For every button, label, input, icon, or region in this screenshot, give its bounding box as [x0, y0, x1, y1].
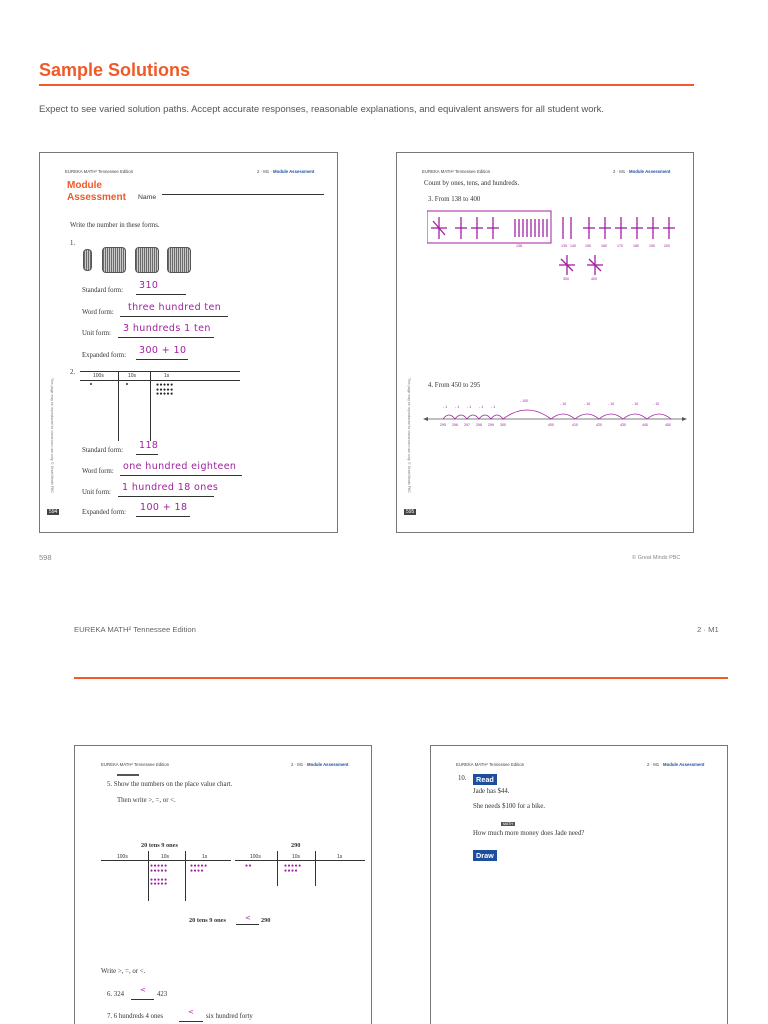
compare-answer-line	[236, 924, 259, 925]
hundred-bundle-icon	[102, 247, 126, 273]
q4-jump: - 1	[491, 405, 496, 409]
worksheet-page-594	[39, 152, 338, 533]
breadcrumb: 2 · M1 · Module Assessment	[291, 762, 349, 767]
q10-number: 10.	[458, 775, 467, 782]
instruction: Write the number in these forms.	[70, 222, 160, 229]
brand-label: EUREKA MATH² Tennessee Edition	[65, 169, 134, 174]
pv-header-hundreds: 100s	[93, 373, 104, 379]
title-rule	[39, 84, 694, 86]
q3-label-160: 160	[601, 244, 607, 248]
question: How much more money does Jade need?	[473, 830, 585, 837]
q2-word-line	[120, 475, 242, 476]
q4-jump: - 10	[560, 402, 567, 406]
q4-tick-296: 296	[452, 423, 458, 427]
q1-word-label: Word form:	[82, 309, 114, 316]
q4-tick-420: 420	[596, 423, 602, 427]
chart2-header-hundreds: 100s	[250, 854, 261, 860]
q4-tick-430: 430	[620, 423, 626, 427]
chart2-title: 290	[291, 842, 301, 849]
q4-jump: - 1	[455, 405, 460, 409]
pv-dot	[90, 383, 92, 385]
q3-label-300: 300	[563, 277, 569, 281]
chart1-divider	[148, 851, 149, 901]
q3-label-170: 170	[617, 244, 623, 248]
q4-jump: - 1	[467, 405, 472, 409]
breadcrumb: 2 · M1 · Module Assessment	[257, 169, 315, 174]
q4-jump: - 1	[443, 405, 448, 409]
instruction: Count by ones, tens, and hundreds.	[424, 180, 520, 187]
q1-unit-line	[118, 337, 214, 338]
chart2-divider	[277, 851, 278, 886]
q2-unit-answer: 1 hundred 18 ones	[122, 482, 219, 493]
q2-unit-line	[118, 496, 214, 497]
read-badge: Read	[473, 774, 497, 785]
brand-label: EUREKA MATH² Tennessee Edition	[101, 762, 170, 767]
chart2-divider	[315, 851, 316, 886]
hundred-bundle-icon	[135, 247, 159, 273]
name-field-line	[162, 194, 324, 195]
q4-label: 4. From 450 to 295	[428, 382, 481, 389]
page2-breadcrumb: 2 · M1	[697, 625, 719, 634]
q3-label-150: 150	[585, 244, 591, 248]
worksheet-page-c	[74, 745, 372, 1024]
q1-word-answer: three hundred ten	[128, 302, 222, 313]
problem-line-2: She needs $100 for a bike.	[473, 803, 546, 810]
chart1-header-rule	[101, 860, 231, 861]
q7-right: six hundred forty	[206, 1013, 253, 1020]
q7-left: 7. 6 hundreds 4 ones	[107, 1013, 164, 1020]
chart1-tens-dots: ●●●●● ●●●●● ●●●●● ●●●●●	[150, 863, 168, 888]
q6-answer: <	[140, 986, 146, 994]
q3-label-190: 190	[649, 244, 655, 248]
chart2-header-rule	[235, 860, 365, 861]
chart2-tens-dots: ●●●●● ●●●●	[284, 863, 302, 874]
q2-word-label: Word form:	[82, 468, 114, 475]
q1-standard-line	[136, 294, 186, 295]
q7-answer-line	[179, 1021, 203, 1022]
q1-expanded-line	[136, 359, 188, 360]
module-heading: Module Assessment	[67, 180, 126, 203]
chart2-header-ones: 1s	[337, 854, 343, 860]
pv-chart-divider	[118, 371, 119, 441]
q4-tick-299: 299	[488, 423, 494, 427]
q4-tick-440: 440	[642, 423, 648, 427]
q1-number: 1.	[70, 240, 76, 247]
pv-ones-dots: ●●●●● ●●●●● ●●●●●	[156, 382, 174, 398]
q5-label: 5. Show the numbers on the place value chart.	[107, 781, 233, 788]
q2-standard-answer: 118	[139, 440, 159, 451]
q4-jump: - 1	[479, 405, 484, 409]
pv-header-tens: 10s	[128, 373, 137, 379]
q4-tick-295: 295	[440, 423, 446, 427]
chart1-divider	[185, 851, 186, 901]
q4-jump: - 10	[584, 402, 591, 406]
q6-right: 423	[157, 991, 168, 998]
q7-answer: <	[188, 1008, 194, 1016]
q3-label: 3. From 138 to 400	[428, 196, 481, 203]
draw-badge: Draw	[473, 850, 497, 861]
sidebar-note: This page may be reproduced for classroom use only. © Great Minds PBC	[407, 378, 411, 493]
q2-expanded-line	[136, 516, 190, 517]
page-title: Sample Solutions	[39, 60, 191, 80]
page2-rule	[74, 677, 728, 679]
chart1-header-hundreds: 100s	[117, 854, 128, 860]
q3-label-200: 200	[664, 244, 670, 248]
q1-expanded-answer: 300 + 10	[139, 345, 187, 356]
brand-label: EUREKA MATH² Tennessee Edition	[422, 169, 491, 174]
q2-standard-line	[136, 454, 158, 455]
q4-tick-410: 410	[572, 423, 578, 427]
q4-jump: - 10	[653, 402, 660, 406]
page2-brand: EUREKA MATH² Tennessee Edition	[74, 625, 196, 634]
q4-tick-297: 297	[464, 423, 470, 427]
q3-label-180: 180	[633, 244, 639, 248]
q1-standard-label: Standard form:	[82, 287, 123, 294]
q1-word-line	[120, 316, 228, 317]
q4-jump: - 10	[608, 402, 615, 406]
worksheet-page-595	[396, 152, 694, 533]
q4-tick-298: 298	[476, 423, 482, 427]
pv-dot	[126, 383, 128, 385]
page-number-badge: 595	[406, 509, 415, 515]
chart1-header-ones: 1s	[202, 854, 208, 860]
pv-chart-top-rule	[80, 371, 240, 372]
footer-page-number: 598	[39, 553, 52, 562]
q6-left: 6. 324	[107, 991, 124, 998]
q5-sub: Then write >, =, or <.	[117, 797, 176, 804]
breadcrumb: 2 · M1 · Module Assessment	[647, 762, 705, 767]
intro-text: Expect to see varied solution paths. Accept accurate responses, reasonable explanations, and equivalent answers for all student work.	[39, 104, 605, 115]
tens-bundle-icon	[83, 249, 92, 271]
name-label: Name	[138, 194, 157, 201]
chart1-ones-dots: ●●●●● ●●●●	[190, 863, 208, 874]
worksheet-page-d	[430, 745, 728, 1024]
compare-answer: <	[245, 914, 251, 922]
q3-label-138: 138	[516, 244, 522, 248]
q1-expanded-label: Expanded form:	[82, 352, 126, 359]
q4-jump: - 10	[632, 402, 639, 406]
q4-tick-400: 400	[548, 423, 554, 427]
q2-standard-label: Standard form:	[82, 447, 123, 454]
q4-tick-300: 300	[500, 423, 506, 427]
q1-standard-answer: 310	[139, 280, 159, 291]
q6-answer-line	[131, 999, 154, 1000]
q3-label-400: 400	[591, 277, 597, 281]
q3-label-139: 139	[561, 244, 567, 248]
pv-chart-divider	[150, 371, 151, 441]
math-tag: MATH	[503, 822, 513, 826]
q2-unit-label: Unit form:	[82, 489, 111, 496]
write-instruction: Write >, =, or <.	[101, 968, 146, 975]
pv-header-ones: 1s	[164, 373, 170, 379]
q4-jump: - 100	[520, 399, 529, 403]
q2-expanded-label: Expanded form:	[82, 509, 126, 516]
breadcrumb: 2 · M1 · Module Assessment	[613, 169, 671, 174]
q3-label-140: 140	[570, 244, 576, 248]
problem-line-1: Jade has $44.	[473, 788, 510, 795]
chart1-header-tens: 10s	[161, 854, 170, 860]
chart1-title: 20 tens 9 ones	[141, 842, 178, 849]
q2-word-answer: one hundred eighteen	[123, 461, 237, 472]
q4-tick-450: 450	[665, 423, 671, 427]
q2-expanded-answer: 100 + 18	[140, 502, 188, 513]
q2-number: 2.	[70, 369, 76, 376]
compare-right: 290	[261, 917, 271, 924]
compare-left: 20 tens 9 ones	[189, 917, 226, 924]
sidebar-note: This page may be reproduced for classroom use only. © Great Minds PBC	[50, 378, 54, 493]
chart2-header-tens: 10s	[292, 854, 301, 860]
page-number-badge: 594	[49, 509, 58, 515]
q3-counting-drawing	[427, 209, 687, 283]
footer-copyright: © Great Minds PBC	[632, 555, 681, 561]
cutout-icon	[117, 774, 139, 776]
brand-label: EUREKA MATH² Tennessee Edition	[456, 762, 525, 767]
chart2-hundreds-dots: ●●	[245, 863, 253, 869]
pv-chart-header-rule	[80, 380, 240, 381]
hundred-bundle-icon	[167, 247, 191, 273]
q1-unit-label: Unit form:	[82, 330, 111, 337]
q1-unit-answer: 3 hundreds 1 ten	[123, 323, 211, 334]
